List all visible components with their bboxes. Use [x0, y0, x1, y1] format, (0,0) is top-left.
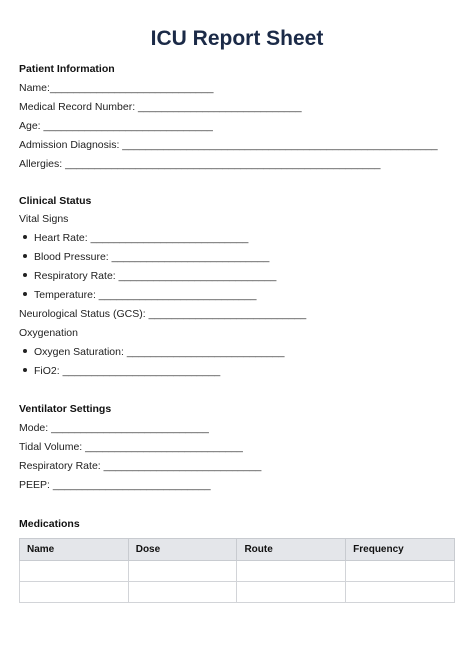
table-header-row	[20, 539, 455, 561]
field-label: Allergies:	[19, 158, 66, 170]
field-label: Blood Pressure:	[34, 251, 112, 263]
table-cell[interactable]	[20, 582, 129, 603]
section-title-ventilator-settings: Ventilator Settings	[19, 403, 112, 415]
table-cell[interactable]	[128, 582, 237, 603]
field-label: Temperature:	[34, 289, 99, 301]
field-blank: ___________________________	[51, 422, 209, 434]
field-label: Admission Diagnosis:	[19, 139, 123, 151]
field-label: Respiratory Rate:	[34, 270, 119, 282]
bullet-icon	[23, 349, 27, 353]
column-header-route: Route	[237, 539, 346, 561]
field-blank: ____________________________	[49, 82, 214, 94]
field-blank: ___________________________	[90, 232, 249, 244]
field-label: Heart Rate:	[34, 232, 91, 244]
field-label: Medical Record Number:	[19, 101, 139, 113]
allergies-field[interactable]	[19, 155, 455, 174]
field-blank: ___________________________	[98, 289, 257, 301]
bullet-icon	[23, 235, 27, 239]
bullet-icon	[23, 292, 27, 296]
table-row	[20, 561, 455, 582]
field-blank: ___________________________	[118, 270, 277, 282]
oxygenation-subheading: Oxygenation	[19, 327, 78, 339]
field-label: Name:	[19, 82, 50, 94]
admission-diagnosis-field[interactable]	[19, 136, 455, 155]
ventilator-settings-section	[19, 400, 455, 495]
field-blank: ____________________________	[138, 101, 302, 113]
temperature-field[interactable]	[19, 286, 455, 305]
table-cell[interactable]	[128, 561, 237, 582]
page-title: ICU Report Sheet	[150, 27, 324, 50]
age-field[interactable]	[19, 117, 455, 136]
field-blank: ___________________________	[111, 251, 270, 263]
medications-table	[19, 538, 455, 603]
column-header-frequency: Frequency	[346, 539, 455, 561]
field-blank: ___________________________	[126, 346, 285, 358]
field-blank: ___________________________	[52, 479, 211, 491]
fio2-field[interactable]	[19, 362, 455, 381]
field-blank: ______________________________________________________	[122, 139, 438, 151]
field-blank: ______________________________________________________	[65, 158, 381, 170]
table-cell[interactable]	[346, 561, 455, 582]
field-label: PEEP:	[19, 479, 53, 491]
patient-information-section	[19, 60, 455, 174]
field-label: Respiratory Rate:	[19, 460, 104, 472]
field-label: Neurological Status (GCS):	[19, 308, 149, 320]
field-label: FiO2:	[34, 365, 63, 377]
section-title-medications: Medications	[19, 518, 80, 530]
mode-field[interactable]	[19, 419, 455, 438]
oxygen-saturation-field[interactable]	[19, 343, 455, 362]
table-cell[interactable]	[237, 561, 346, 582]
column-header-name: Name	[20, 539, 129, 561]
medical-record-number-field[interactable]	[19, 98, 455, 117]
field-blank: _____________________________	[43, 120, 213, 132]
heart-rate-field[interactable]	[19, 229, 455, 248]
table-cell[interactable]	[237, 582, 346, 603]
field-label: Age:	[19, 120, 44, 132]
field-blank: ___________________________	[85, 441, 243, 453]
neurological-status-field[interactable]	[19, 305, 455, 324]
field-blank: ___________________________	[148, 308, 307, 320]
medications-section	[19, 515, 455, 603]
field-label: Oxygen Saturation:	[34, 346, 127, 358]
column-header-dose: Dose	[128, 539, 237, 561]
section-title-patient-information: Patient Information	[19, 63, 115, 75]
field-blank: ___________________________	[103, 460, 262, 472]
field-blank: ___________________________	[62, 365, 221, 377]
bullet-icon	[23, 273, 27, 277]
field-label: Mode:	[19, 422, 52, 434]
section-title-clinical-status: Clinical Status	[19, 195, 92, 207]
field-label: Tidal Volume:	[19, 441, 86, 453]
table-row	[20, 582, 455, 603]
bullet-icon	[23, 254, 27, 258]
blood-pressure-field[interactable]	[19, 248, 455, 267]
table-cell[interactable]	[20, 561, 129, 582]
respiratory-rate-field[interactable]	[19, 267, 455, 286]
table-cell[interactable]	[346, 582, 455, 603]
vent-respiratory-rate-field[interactable]	[19, 457, 455, 476]
vital-signs-subheading: Vital Signs	[19, 213, 69, 225]
name-field[interactable]	[19, 79, 455, 98]
bullet-icon	[23, 368, 27, 372]
peep-field[interactable]	[19, 476, 455, 495]
tidal-volume-field[interactable]	[19, 438, 455, 457]
clinical-status-section	[19, 193, 455, 381]
